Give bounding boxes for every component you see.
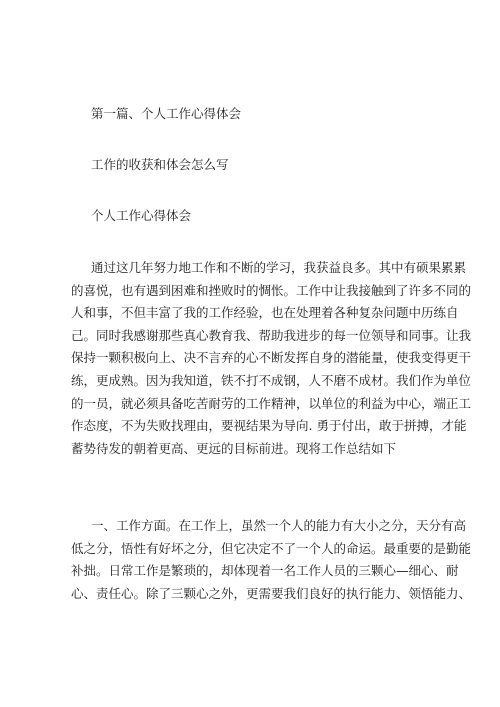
- paragraph-line: 练，更成熟。因为我知道，铁不打不成钢，人不磨不成材。我们作为单位: [71, 372, 472, 388]
- paragraph-line: 作态度，不为失败找理由，要视结果为导向. 勇于付出，敢于拼搏，才能: [71, 418, 467, 434]
- subtitle: 工作的收获和体会怎么写: [91, 157, 229, 172]
- paragraph-work-aspect: [71, 515, 472, 605]
- paragraph-line: 人和事，不但丰富了我的工作经验，也在处理着各种复杂问题中历练自: [71, 305, 459, 321]
- paragraph-line: 通过这几年努力地工作和不断的学习，我获益良多。其中有硕果累累: [91, 260, 467, 275]
- paragraph-line: 的一员，就必须具备吃苦耐劳的工作精神，以单位的利益为中心，端正工: [71, 395, 472, 411]
- paragraph-line: 的喜悦，也有遇到困难和挫败时的惆怅。工作中让我接触到了许多不同的: [71, 282, 472, 298]
- section-title: 个人工作心得体会: [91, 208, 192, 223]
- paragraph-line: 补拙。日常工作是繁琐的，却体现着一名工作人员的三颗心—细心、耐: [71, 563, 459, 579]
- paragraph-line: 心、责任心。除了三颗心之外，更需要我们良好的执行能力、领悟能力、: [71, 585, 472, 601]
- paragraph-intro: [71, 257, 472, 460]
- paragraph-line: 己。同时我感谢那些真心教育我、帮助我进步的每一位领导和同事。让我: [71, 327, 472, 343]
- paragraph-line: 一、工作方面。在工作上，虽然一个人的能力有大小之分，天分有高: [91, 518, 467, 533]
- part-title: 第一篇、个人工作心得体会: [91, 106, 242, 121]
- paragraph-line: 蓄势待发的朝着更高、更远的目标前进。现将工作总结如下: [71, 440, 397, 456]
- paragraph-line: 低之分，悟性有好坏之分，但它决定不了一个人的命运。最重要的是勤能: [71, 540, 472, 556]
- paragraph-line: 保持一颗积极向上、决不言弃的心不断发挥自身的潜能量，使我变得更干: [71, 350, 472, 366]
